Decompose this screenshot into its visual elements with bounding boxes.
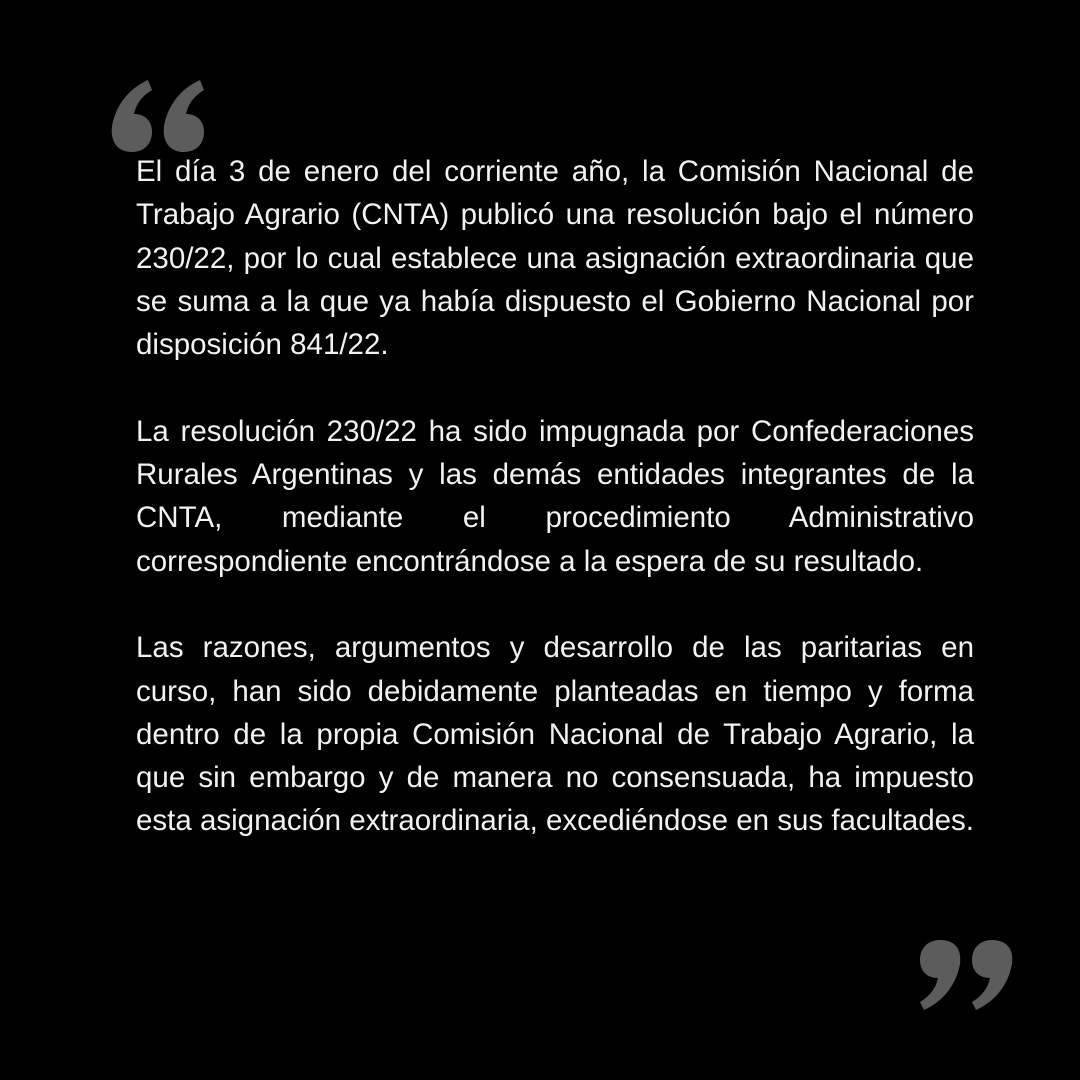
paragraph-3: Las razones, argumentos y desarrollo de las paritarias en curso, han sido debidamente planteadas en tiempo y forma dentro de la propia Comisión Nacional de Trabajo Agrario, la que sin embargo y de manera no consensuada, ha impuesto esta asignación extraordinaria, excediéndose en sus facultades. bbox=[136, 631, 974, 838]
paragraph-2: La resolución 230/22 ha sido impugnada por Confederaciones Rurales Argentinas y las demás entidades integrantes de la CNTA, mediante el procedimiento Administrativo correspondiente encontrándose a la espera de su resultado. bbox=[136, 414, 974, 578]
paragraph-1: El día 3 de enero del corriente año, la Comisión Nacional de Trabajo Agrario (CNTA) publicó una resolución bajo el número 230/22, por lo cual establece una asignación extraordinaria que se suma a la que ya había dispuesto el Gobierno Nacional por disposición 841/22. bbox=[136, 155, 974, 362]
close-quote-icon bbox=[918, 938, 1014, 1012]
quote-body bbox=[136, 150, 974, 843]
open-quote-icon bbox=[108, 74, 206, 154]
